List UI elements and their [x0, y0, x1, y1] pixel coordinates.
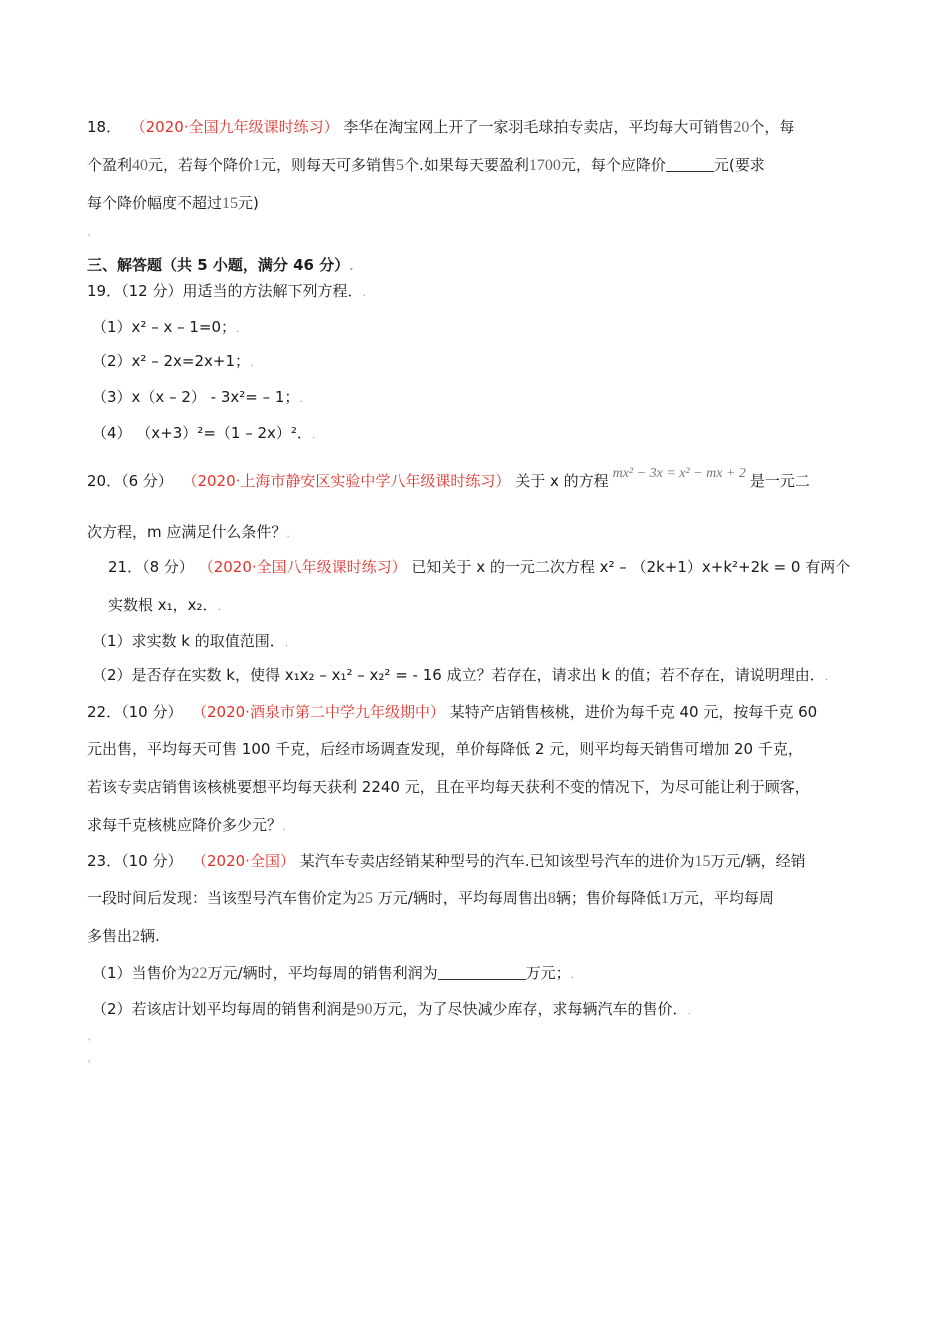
q23-text: （1）当售价为 [92, 964, 192, 982]
q21-line2: 实数根 x₁，x₂．. [108, 596, 222, 614]
q22-text: 元出售，平均每天可售 100 千克，后经市场调查发现，单价每降低 2 元，则平均每天销售可增加 20 千克， [87, 740, 803, 758]
q21-source: （2020·全国八年级课时练习） [198, 558, 407, 576]
q20-number: 20．（6 分） [87, 472, 173, 490]
q18-text: 元，则每天可多销售 [261, 156, 397, 174]
q20-line2: 次方程，m 应满足什么条件？. [87, 523, 290, 541]
q23-answer-blank[interactable] [438, 965, 526, 980]
q22-line1 [87, 701, 817, 723]
q18-text: 个盈利 [87, 156, 133, 174]
q18-value: 15 [222, 195, 239, 212]
q18-value: 40 [132, 157, 149, 174]
q22-source: （2020·酒泉市第二中学九年级期中） [192, 703, 445, 721]
q23-part1: （1）当售价为22万元/辆时，平均每周的销售利润为 万元；. [92, 964, 575, 982]
q22-line2 [87, 738, 803, 760]
q20-text: 是一元二 [749, 472, 810, 490]
q20-text: 次方程，m 应满足什么条件？ [87, 523, 287, 541]
q18-value: 20 [733, 119, 750, 136]
q18-text: 元，若每个降价 [148, 156, 254, 174]
q21-part1-text: （1）求实数 k 的取值范围． [92, 632, 285, 650]
q20-line1 [87, 466, 810, 494]
q23-text: 某汽车专卖店经销某种型号的汽车.已知该型号汽车的进价为 [299, 852, 695, 870]
section-title: 三、解答题（共 5 小题，满分 46 分）. [87, 256, 354, 274]
q20-text: 关于 x 的方程 [515, 472, 609, 490]
q19-part3: （3）x（x – 2） - 3x²= – 1；. [92, 388, 303, 406]
q23-line3 [87, 925, 160, 948]
q23-value: 25 [357, 890, 374, 907]
q19-part4-text: （4） （x+3）²=（1 – 2x）²． [92, 424, 312, 442]
q22-text: 若该专卖店销售该核桃要想平均每天获利 2240 元，且在平均每天获利不变的情况下，为尽可能让利于顾客， [87, 778, 810, 796]
q23-line2 [87, 887, 774, 910]
q18-line1 [87, 116, 794, 139]
q18-answer-blank[interactable] [666, 157, 714, 172]
q23-line1 [87, 850, 806, 873]
q23-text: 万元，平均每周 [668, 889, 774, 907]
q21-number: 21．（8 分） [108, 558, 194, 576]
q18-line2 [87, 154, 765, 177]
q23-text: 万元，为了尽快减少库存，求每辆汽车的售价． [372, 1000, 688, 1018]
q22-text: 求每千克核桃应降价多少元？ [87, 816, 283, 834]
q18-value: 5 [396, 157, 405, 174]
q18-text: 李华在淘宝网上开了一家羽毛球拍专卖店，平均每大可销售 [343, 118, 734, 136]
q19-part3-text: （3）x（x – 2） - 3x²= – 1； [92, 388, 300, 406]
q20-source: （2020·上海市静安区实验中学八年级课时练习） [182, 472, 511, 490]
q18-text: 元) [238, 194, 259, 212]
q23-value: 2 [132, 928, 141, 945]
q18-value: 1 [253, 157, 262, 174]
q23-value: 8 [547, 890, 556, 907]
q23-source: （2020·全国） [192, 852, 295, 870]
q18-text: 个.如果每天要盈利 [404, 156, 529, 174]
q22-line4: 求每千克核桃应降价多少元？. [87, 816, 286, 834]
q23-text: 多售出 [87, 927, 133, 945]
q18-source: （2020·全国九年级课时练习） [130, 118, 339, 136]
q19-part2: （2）x² – 2x=2x+1；. [92, 352, 254, 370]
q22-text: 某特产店销售核桃，进价为每千克 40 元，按每千克 60 [449, 703, 818, 721]
q18-text: 每个降价幅度不超过 [87, 194, 223, 212]
q22-number: 22．（10 分） [87, 703, 183, 721]
q18-text: 个，每 [749, 118, 795, 136]
q21-text: 已知关于 x 的一元二次方程 x² – （2k+1）x+k²+2k = 0 有两个 [411, 558, 851, 576]
q19-part1: （1）x² – x – 1=0；. [92, 318, 240, 336]
paragraph-mark: ˎ [87, 224, 93, 237]
q18-text: 元，每个应降价 [560, 156, 666, 174]
q19-text: 19．（12 分）用适当的方法解下列方程． [87, 282, 363, 300]
q21-line1 [108, 556, 850, 578]
q19-head: 19．（12 分）用适当的方法解下列方程．. [87, 282, 366, 300]
section-title-text: 三、解答题（共 5 小题，满分 46 分） [87, 256, 350, 274]
q23-value: 15 [694, 853, 711, 870]
q18-line3 [87, 192, 259, 215]
paragraph-mark: ˎ [87, 1028, 93, 1041]
q21-text: 实数根 x₁，x₂． [108, 596, 218, 614]
q23-value: 22 [191, 965, 208, 982]
q23-value: 1 [660, 890, 669, 907]
q23-text: 一段时间后发现：当该型号汽车售价定为 [87, 889, 358, 907]
q23-value: 90 [356, 1001, 373, 1018]
q19-part1-text: （1）x² – x – 1=0； [92, 318, 237, 336]
q21-part2: （2）是否存在实数 k，使得 x₁x₂ – x₁² – x₂² = - 16 成立？若存在，请求出 k 的值；若不存在，请说明理由．. [92, 666, 829, 684]
q19-part2-text: （2）x² – 2x=2x+1； [92, 352, 250, 370]
q23-number: 23．（10 分） [87, 852, 183, 870]
q18-value: 1700 [528, 157, 561, 174]
q23-text: 万元/辆时，平均每周售出 [373, 889, 548, 907]
q23-part2: （2）若该店计划平均每周的销售利润是90万元，为了尽快减少库存，求每辆汽车的售价．. [92, 1000, 692, 1018]
q20-equation: mx² − 3x = x² − mx + 2 [612, 466, 746, 481]
q23-text: 辆；售价每降低 [555, 889, 661, 907]
paragraph-mark: ˎ [87, 1050, 93, 1063]
q23-text: 万元； [525, 964, 571, 982]
q18-number: 18． [87, 118, 122, 136]
q22-line3 [87, 776, 810, 798]
q23-text: （2）若该店计划平均每周的销售利润是 [92, 1000, 357, 1018]
q23-text: 万元/辆时，平均每周的销售利润为 [207, 964, 438, 982]
q23-text: 辆. [140, 927, 160, 945]
q18-text: 元(要求 [713, 156, 765, 174]
q21-part1: （1）求实数 k 的取值范围．. [92, 632, 289, 650]
q21-part2-text: （2）是否存在实数 k，使得 x₁x₂ – x₁² – x₂² = - 16 成立？若存在，请求出 k 的值；若不存在，请说明理由． [92, 666, 825, 684]
q23-text: 万元/辆，经销 [710, 852, 806, 870]
q19-part4: （4） （x+3）²=（1 – 2x）²．. [92, 424, 316, 442]
